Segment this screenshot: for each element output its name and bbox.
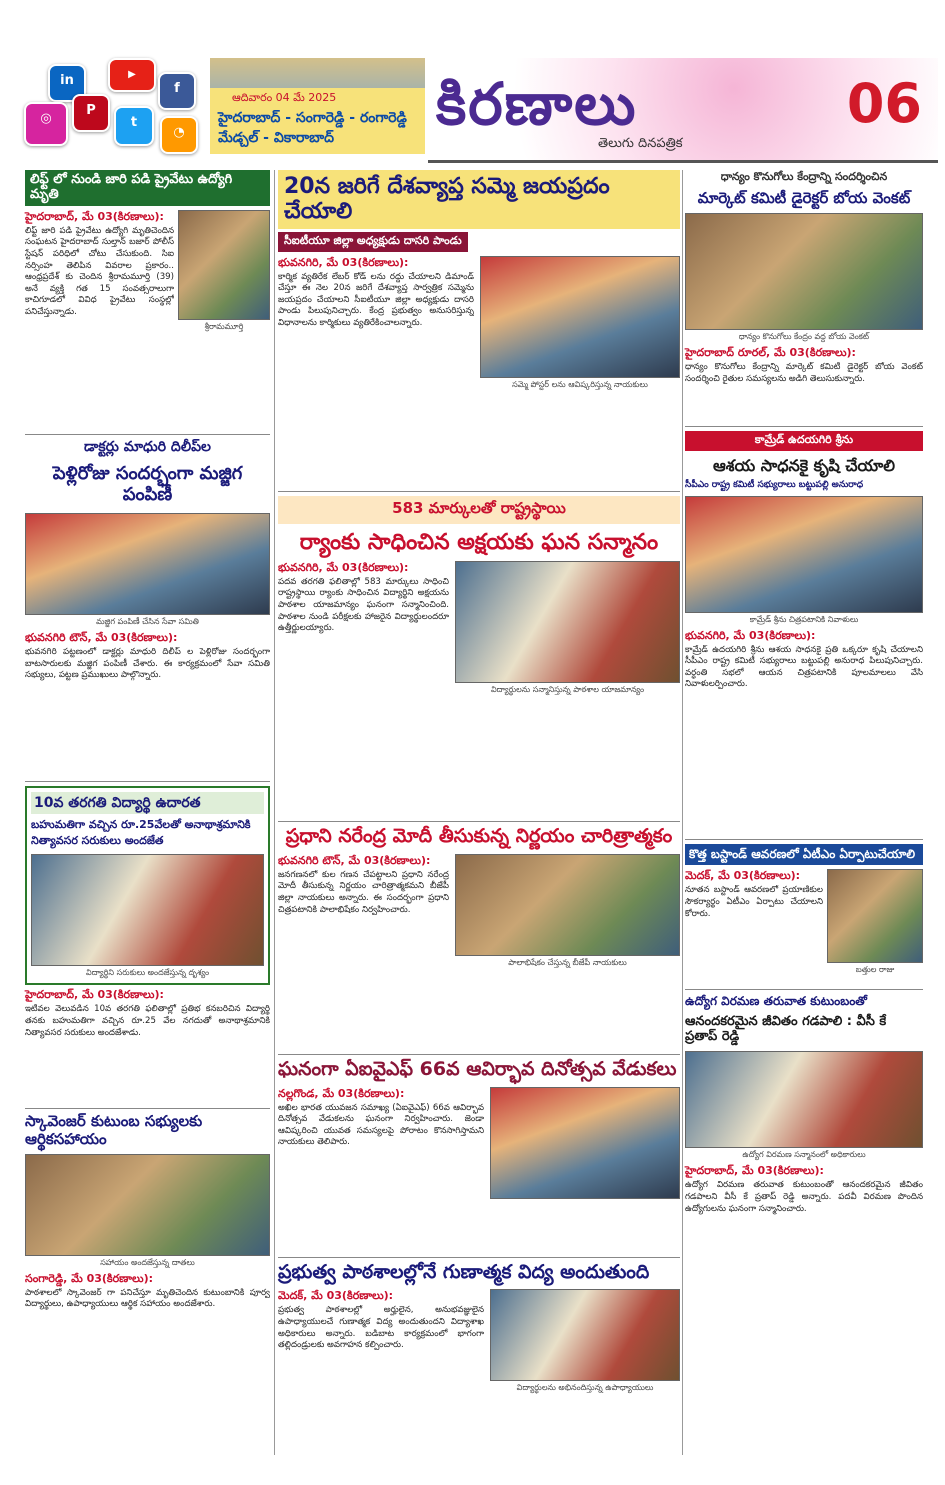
column-divider xyxy=(274,170,275,1455)
article-photo xyxy=(685,213,923,330)
rss-icon: ◔ xyxy=(160,116,198,154)
youtube-icon: ▶ xyxy=(108,58,156,92)
edition-box xyxy=(210,58,425,154)
dateline: హైదరాబాద్, మే 03(కిరణాలు): xyxy=(685,1164,824,1178)
headline: స్కావెంజర్ కుటుంబ సభ్యులకు ఆర్థికసహాయం xyxy=(25,1112,203,1148)
divider xyxy=(25,434,270,435)
sub-headline: బహుమతిగా వచ్చిన రూ.25వేలతో అనాథాశ్రమానికి నిత్యావసర సరుకులు అందజేత xyxy=(31,818,251,848)
divider xyxy=(278,821,680,822)
sub-headline: సీఐటీయూ జిల్లా అధ్యక్షుడు దాసరి పాండు xyxy=(278,232,468,252)
photo-caption: విద్యార్థులను అభినందిస్తున్న ఉపాధ్యాయులు xyxy=(516,1383,654,1393)
facebook-icon: f xyxy=(158,72,196,110)
article-photo xyxy=(25,1154,270,1256)
photo-caption: శ్రీరామమూర్తి xyxy=(204,321,244,331)
divider xyxy=(278,1054,680,1055)
headline: 20న జరిగే దేశవ్యాప్త సమ్మె జయప్రదం చేయాలి xyxy=(278,170,680,229)
article-body: కార్మిక వ్యతిరేక లేబర్ కోడ్ లను రద్దు చేయాలని డిమాండ్ చేస్తూ ఈ నెల 20న జరిగే దేశవ్యాప్త సార్వత్రిక సమ్మెను జయప్రదం చేయాలని సీఐటీయూ జిల్లా అధ్యక్షుడు దాసరి పాండు పిలుపునిచ్చారు. కేంద్ర ప్రభుత్వం అనుసరిస్తున్న విధానాలను కార్మికులు వ్యతిరేకించాలన్నారు. xyxy=(278,271,474,328)
portrait-photo xyxy=(827,869,923,963)
dateline: సంగారెడ్డి, మే 03(కిరణాలు): xyxy=(25,1271,154,1285)
article-body-continued xyxy=(25,348,270,430)
photo-caption: కామ్రేడ్ శ్రీను చిత్రపటానికి నివాళులు xyxy=(749,614,859,624)
dateline: భువనగిరి, మే 03(కిరణాలు): xyxy=(685,628,816,642)
dateline: భువనగిరి టౌన్, మే 03(కిరణాలు): xyxy=(278,853,431,867)
article-photo xyxy=(25,513,270,615)
masthead-rule xyxy=(428,160,938,163)
pinterest-icon: P xyxy=(72,94,110,132)
article-body-continued xyxy=(490,1203,680,1243)
paper-name: కిరణాలు xyxy=(436,70,638,138)
divider xyxy=(278,1257,680,1258)
article-body: భువనగిరి పట్టణంలో డాక్టర్లు మాధురి దిలీప్ ల పెళ్లిరోజు సందర్భంగా బాటసారులకు మజ్జిగ పంపిణీ చేశారు. ఈ కార్యక్రమంలో సేవా సమితి సభ్యులు, పట్టణ ప్రముఖులు పాల్గొన్నారు. xyxy=(25,647,270,681)
divider xyxy=(278,491,680,492)
article-body: ఇటీవల వెలువడిన 10వ తరగతి ఫలితాల్లో ప్రతిభ కనబరిచిన విద్యార్థి తనకు బహుమతిగా వచ్చిన రూ.25 వేల నగదుతో అనాథాశ్రమానికి నిత్యావసర సరుకులు అందజేశాడు. xyxy=(25,1004,270,1038)
article-body: ప్రభుత్వ పాఠశాలల్లో అర్హులైన, అనుభవజ్ఞులైన ఉపాధ్యాయులచే గుణాత్మక విద్య అందుతుందని విద్యాశాఖ అధికారులు అన్నారు. బడిబాట కార్యక్రమంలో భాగంగా తల్లిదండ్రులకు అవగాహన కల్పించారు. xyxy=(278,1305,484,1351)
article-photo xyxy=(685,1051,923,1148)
headline: ప్రధాని నరేంద్ర మోదీ తీసుకున్న నిర్ణయం చారిత్రాత్మకం xyxy=(285,824,673,847)
city-skyline-image xyxy=(210,58,425,88)
dateline: హైదరాబాద్, మే 03(కిరణాలు): xyxy=(25,988,164,1002)
highlight-box xyxy=(25,786,270,985)
linkedin-icon: in xyxy=(48,64,86,102)
dateline: హైదరాబాద్ రూరల్, మే 03(కిరణాలు): xyxy=(685,346,856,360)
article-body: అఖిల భారత యువజన సమాఖ్య (ఏఐవైఎఫ్) 66వ ఆవిర్భావ దినోత్సవ వేడుకలను ఘనంగా నిర్వహించారు. జెండా ఆవిష్కరించి యువత సమస్యలపై పోరాటం కొనసాగిస్తామని నాయకులు తెలిపారు. xyxy=(278,1102,484,1148)
article-photo xyxy=(685,496,923,613)
article-photo xyxy=(31,854,264,966)
photo-caption: విద్యార్థులను సన్మానిస్తున్న పాఠశాల యాజమాన్యం xyxy=(490,684,645,694)
article-body: పదవ తరగతి ఫలితాల్లో 583 మార్కులు సాధించి రాష్ట్రస్థాయి ర్యాంకు సాధించిన విద్యార్థిని అక్షయను పాఠశాల యాజమాన్యం ఘనంగా సన్మానించింది. పాఠశాల నుండి పరీక్షలకు హాజరైన విద్యార్థులందరూ ఉత్తీర్ణులయ్యారు. xyxy=(278,576,449,634)
kicker: కామ్రేడ్ ఉదయగిరి శ్రీను xyxy=(685,431,923,451)
article-body-continued xyxy=(455,973,680,1043)
paper-tagline: తెలుగు దినపత్రిక xyxy=(598,136,683,151)
article-body-continued xyxy=(490,1398,680,1453)
article-body: పాఠశాలలో స్కావెంజర్ గా పనిచేస్తూ మృతిచెందిన కుటుంబానికి పూర్వ విద్యార్థులు, ఉపాధ్యాయులు ఆర్థిక సహాయం అందజేశారు. xyxy=(25,1287,270,1310)
headline: పెళ్లిరోజు సందర్భంగా మజ్జిగ పంపిణీ xyxy=(52,462,243,505)
article-body: నూతన బస్టాండ్ ఆవరణలో ప్రయాణికుల సౌకర్యార్థం ఏటీఎం ఏర్పాటు చేయాలని కోరారు. xyxy=(685,885,823,919)
headline: ఘనంగా ఏఐవైఎఫ్ 66వ ఆవిర్భావ దినోత్సవ వేడుకలు xyxy=(278,1057,677,1080)
dateline: నల్లగొండ, మే 03(కిరణాలు): xyxy=(278,1086,405,1100)
column-left xyxy=(25,170,270,1408)
photo-caption: పాలాభిషేకం చేస్తున్న బీజేపీ నాయకులు xyxy=(508,957,627,967)
dateline: భువనగిరి, మే 03(కిరణాలు): xyxy=(278,560,409,574)
dateline: భువనగిరి టౌన్, మే 03(కిరణాలు): xyxy=(25,631,178,645)
divider xyxy=(25,781,270,782)
divider xyxy=(25,1108,270,1109)
edition-date: ఆదివారం 04 మే 2025 xyxy=(232,91,337,104)
districts-line-1: హైదరాబాద్ - సంగారెడ్డి - రంగారెడ్డి xyxy=(218,110,407,126)
article-body: ధాన్యం కొనుగోలు కేంద్రాన్ని మార్కెట్ కమిటీ డైరెక్టర్ బోయ వెంకట్ సందర్శించి రైతుల సమస్యలను అడిగి తెలుసుకున్నారు. xyxy=(685,362,923,384)
photo-caption: సహాయం అందజేస్తున్న దాతలు xyxy=(100,1257,195,1267)
photo-caption: ధాన్యం కొనుగోలు కేంద్రం వద్ద బోయ వెంకట్ xyxy=(738,332,870,342)
kicker: ధాన్యం కొనుగోలు కేంద్రాన్ని సందర్శించిన xyxy=(720,170,888,183)
headline: ర్యాంకు సాధించిన అక్షయకు ఘన సన్మానం xyxy=(299,529,659,555)
article-body: కామ్రేడ్ ఉదయగిరి శ్రీను ఆశయ సాధనకై ప్రతి ఒక్కరూ కృషి చేయాలని సీపీఎం రాష్ట్ర కమిటీ సభ్యురాలు బట్టుపల్లి అనురాధ పిలుపునిచ్చారు. వర్ధంతి సభలో ఆయన చిత్రపటానికి పూలమాలలు వేసి నివాళులర్పించారు. xyxy=(685,644,923,690)
instagram-icon: ◎ xyxy=(24,102,68,146)
article-photo xyxy=(490,1087,680,1199)
article-photo xyxy=(480,256,680,378)
sub-headline: సీపీఎం రాష్ట్ర కమిటీ సభ్యురాలు బట్టుపల్లి అనురాధ xyxy=(685,479,864,490)
article-body: జనగణనలో కుల గణన చేపట్టాలని ప్రధాని నరేంద్ర మోదీ తీసుకున్న నిర్ణయం చారిత్రాత్మకమని బీజేపీ జిల్లా నాయకులు అన్నారు. ఈ సందర్భంగా ప్రధాని చిత్రపటానికి పాలాభిషేకం నిర్వహించారు. xyxy=(278,869,449,915)
article-photo xyxy=(455,854,680,956)
divider xyxy=(685,989,923,990)
headline: లిఫ్ట్ లో నుండి జారి పడి ప్రైవేటు ఉద్యోగి మృతి xyxy=(25,170,270,206)
article-body-continued xyxy=(480,395,680,485)
kicker: డాక్టర్లు మాధురి దిలీప్‌ల xyxy=(84,438,211,455)
article-photo xyxy=(490,1289,680,1381)
social-icons-collage xyxy=(18,58,200,154)
dateline: భువనగిరి, మే 03(కిరణాలు): xyxy=(278,255,409,269)
page-number: 06 xyxy=(846,72,922,135)
column-center xyxy=(278,170,680,1455)
paper-logo xyxy=(428,58,938,160)
headline: 10వ తరగతి విద్యార్థి ఉదారత xyxy=(31,792,264,814)
dateline: మెదక్, మే 03(కిరణాలు): xyxy=(278,1289,394,1303)
dateline: హైదరాబాద్, మే 03(కిరణాలు): xyxy=(25,209,164,223)
kicker: 583 మార్కులతో రాష్ట్రస్థాయి xyxy=(278,496,680,524)
twitter-icon: t xyxy=(114,106,154,146)
headline: మార్కెట్ కమిటీ డైరెక్టర్ బోయ వెంకట్ xyxy=(697,189,911,207)
photo-caption: బత్తుల రాజు xyxy=(855,965,895,975)
divider xyxy=(685,839,923,840)
column-divider xyxy=(682,170,683,1455)
photo-caption: విద్యార్థిని సరుకులు అందజేస్తున్న దృశ్యం xyxy=(86,968,209,978)
headline: ఆశయ సాధనకై కృషి చేయాలి xyxy=(713,456,895,476)
portrait-photo xyxy=(178,210,270,320)
headline: ఆనందకరమైన జీవితం గడపాలి : వీసీ కే ప్రతాప్ రెడ్డి xyxy=(685,1014,887,1045)
photo-caption: ఉద్యోగ విరమణ సన్మానంలో అధికారులు xyxy=(742,1150,866,1160)
photo-caption: సమ్మె పోస్టర్ లను ఆవిష్కరిస్తున్న నాయకులు xyxy=(512,379,648,389)
kicker: ఉద్యోగ విరమణ తరువాత కుటుంబంతో xyxy=(685,994,868,1009)
dateline: మెదక్, మే 03(కిరణాలు): xyxy=(685,869,801,883)
photo-caption: మజ్జిగ పంపిణీ చేసిన సేవా సమితి xyxy=(96,617,199,627)
article-body: ఉద్యోగ విరమణ తరువాత కుటుంబంతో ఆనందకరమైన జీవితం గడపాలని వీసీ కే ప్రతాప్ రెడ్డి అన్నారు. పదవీ విరమణ పొందిన ఉద్యోగులను ఘనంగా సన్మానించారు. xyxy=(685,1180,923,1214)
article-body: లిఫ్ట్ జారి పడి ప్రైవేటు ఉద్యోగి మృతిచెందిన సంఘటన హైదరాబాద్ సుల్తాన్ బజార్ పోలీస్ స్టేషన్ పరిధిలో చోటు చేసుకుంది. సిఐ నర్సింహ తెలిపిన వివరాల ప్రకారం.. ఆంధ్రప్రదేశ్ కు చెందిన శ్రీరామమూర్తి (39) అనే వ్యక్తి గత 15 సంవత్సరాలుగా కాచిగూడలో వివిధ ప్రైవేటు సంస్థల్లో పనిచేస్తున్నాడు. xyxy=(25,225,174,318)
divider xyxy=(685,426,923,427)
headline: ప్రభుత్వ పాఠశాలల్లోనే గుణాత్మక విద్య అందుతుంది xyxy=(278,1260,650,1283)
article-photo xyxy=(455,561,680,683)
headline: కొత్త బస్టాండ్ ఆవరణలో ఏటీఎం ఏర్పాటుచేయాలి xyxy=(685,844,923,866)
districts-line-2: మేడ్చల్ - వికారాబాద్ xyxy=(218,130,334,146)
article-body-continued xyxy=(455,700,680,810)
column-right xyxy=(685,170,923,1250)
